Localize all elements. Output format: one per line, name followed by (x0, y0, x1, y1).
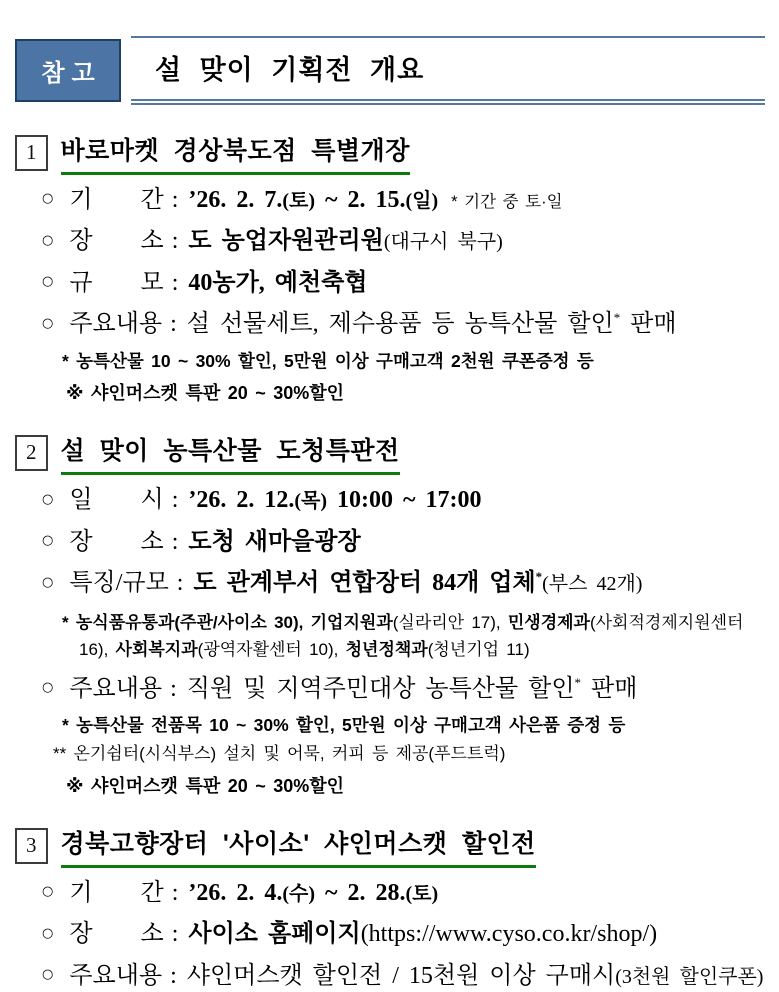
row-label: 주요내용 (69, 962, 163, 989)
label-colon: : (171, 921, 179, 948)
circle-bullet-icon: ○ (42, 967, 54, 983)
section-1 (15, 131, 765, 405)
row-value (193, 567, 642, 599)
superscript-asterisk: * (574, 674, 582, 690)
label-colon: : (176, 570, 184, 597)
text-segment: (대구시 북구) (383, 231, 503, 254)
text-segment: * 농특산물 10 ~ 30% 할인, 5만원 이상 구매고객 2천원 쿠폰증정 등 (62, 350, 594, 371)
text-segment: 판매 (581, 675, 638, 702)
footnote (15, 350, 765, 374)
text-segment: 기업지원과 (310, 612, 393, 632)
text-segment: ’26. 2. 12. (188, 487, 295, 514)
superscript-asterisk: * (613, 310, 621, 326)
text-segment: (토) (405, 882, 439, 905)
detail-row (42, 267, 765, 299)
label-colon: : (170, 675, 177, 702)
text-segment: 40농가, 예천축협 (188, 269, 368, 296)
row-value (187, 673, 638, 705)
row-label: 기 간 (69, 879, 164, 906)
text-segment: (청년기업 11) (427, 640, 530, 660)
section-heading (15, 131, 765, 175)
circle-bullet-icon: ○ (42, 315, 54, 331)
label-colon: : (171, 269, 179, 296)
text-segment: 민생경제과 (507, 612, 590, 632)
row-label: 기 간 (69, 187, 164, 213)
text-segment: * 농특산물 전품목 10 ~ 30% 할인, 5만원 이상 구매고객 사은품 증정 등 (62, 715, 626, 736)
text-segment: 사이소 홈페이지 (188, 921, 361, 948)
label-colon: : (171, 879, 179, 906)
row-label: 장 소 (69, 228, 164, 255)
detail-row (42, 484, 765, 516)
text-segment: (목) (294, 490, 328, 513)
inline-note: * 기간 중 토·일 (451, 193, 563, 211)
detail-row (42, 308, 765, 340)
text-segment: ’26. 2. 7. (188, 187, 283, 213)
circle-bullet-icon: ○ (42, 925, 54, 941)
section-3 (15, 824, 765, 992)
circle-bullet-icon: ○ (42, 884, 54, 900)
label-colon: : (171, 528, 179, 555)
row-value (187, 308, 677, 340)
section-number-box: 1 (15, 135, 48, 171)
text-segment: ~ 2. 28. (315, 879, 406, 906)
row-label: 장 소 (69, 921, 164, 948)
detail-row (42, 567, 765, 599)
reference-tag-label: 참고 (41, 60, 102, 87)
document-header (15, 36, 765, 105)
section-heading (15, 431, 765, 475)
text-segment: 샤인머스캣 할인전 / 15천원 이상 구매시 (186, 962, 616, 989)
section-title: 바로마켓 경상북도점 특별개장 (61, 131, 410, 175)
section-title: 경북고향장터 '사이소' 샤인머스캣 할인전 (61, 824, 536, 868)
row-label: 장 소 (69, 528, 164, 555)
text-segment: 판매 (620, 311, 677, 338)
text-segment: ** 온기쉼터(시식부스) 설치 및 어묵, 커피 등 제공(푸드트럭) (53, 743, 506, 763)
text-segment: 청년정책과 (345, 640, 428, 660)
page-title: 설 맞이 기획전 개요 (155, 55, 425, 85)
circle-bullet-icon: ○ (42, 274, 54, 290)
section-number-box: 2 (15, 435, 48, 471)
text-segment: * (62, 612, 76, 632)
text-segment: 사회복지과 (115, 640, 198, 660)
text-segment: (수) (282, 882, 316, 905)
text-segment: (토) (282, 190, 316, 212)
detail-row (42, 526, 765, 558)
text-segment: 설 선물세트, 제수용품 등 농특산물 할인 (186, 311, 614, 338)
row-value (188, 184, 562, 216)
text-segment: (3천원 할인쿠폰) (615, 965, 764, 988)
row-value (188, 526, 360, 558)
text-segment: (사회적경제지원센터 16), (79, 612, 744, 660)
text-segment: ’26. 2. 4. (188, 879, 283, 906)
section-heading (15, 824, 765, 868)
superscript-asterisk: * (535, 569, 543, 585)
circle-bullet-icon: ○ (42, 533, 54, 549)
row-value (188, 918, 657, 950)
text-segment: 농식품유통과(주관/사이소 30), (75, 612, 311, 632)
label-colon: : (171, 487, 179, 514)
sections (15, 131, 765, 992)
detail-row (42, 877, 765, 909)
text-segment: (https://www.cyso.co.kr/shop/) (360, 921, 658, 948)
circle-bullet-icon: ○ (42, 680, 54, 696)
text-segment: ※ 샤인머스캣 특판 20 ~ 30%할인 (66, 775, 345, 796)
row-value (188, 484, 481, 516)
footnote (15, 609, 765, 664)
reference-tag-badge (15, 39, 121, 102)
label-colon: : (170, 962, 177, 989)
footnote (15, 774, 765, 798)
row-value (188, 267, 367, 299)
circle-bullet-icon: ○ (42, 191, 54, 207)
circle-bullet-icon: ○ (42, 491, 54, 507)
detail-row (42, 918, 765, 950)
section-number-box: 3 (15, 828, 48, 864)
title-bar (131, 36, 765, 105)
row-label: 주요내용 (69, 675, 163, 702)
detail-row (42, 673, 765, 705)
text-segment: ~ 2. 15. (315, 187, 406, 213)
row-label: 특징/규모 (69, 570, 169, 597)
row-label: 규 모 (69, 269, 164, 296)
text-segment: ※ 샤인머스켓 특판 20 ~ 30%할인 (66, 383, 345, 404)
detail-row (42, 960, 765, 992)
label-colon: : (170, 311, 177, 338)
section-2 (15, 431, 765, 797)
row-value (188, 225, 502, 257)
text-segment: (실라리안 17), (392, 612, 508, 632)
detail-row (42, 184, 765, 216)
section-title: 설 맞이 농특산물 도청특판전 (61, 431, 400, 475)
text-segment: 직원 및 지역주민대상 농특산물 할인 (186, 675, 575, 702)
text-segment: 도 농업자원관리원 (188, 228, 384, 255)
label-colon: : (171, 187, 179, 213)
row-label: 주요내용 (69, 311, 163, 338)
text-segment: 도청 새마을광장 (188, 528, 361, 555)
footnote (15, 381, 765, 405)
text-segment: (광역자활센터 10), (197, 640, 346, 660)
circle-bullet-icon: ○ (42, 574, 54, 590)
circle-bullet-icon: ○ (42, 232, 54, 248)
text-segment: 10:00 ~ 17:00 (327, 487, 482, 514)
text-segment: 도 관계부서 연합장터 84개 업체 (193, 570, 536, 597)
text-segment: (부스 42개) (542, 573, 643, 596)
label-colon: : (171, 228, 179, 255)
row-value (187, 960, 764, 992)
text-segment: (일) (405, 190, 439, 212)
detail-row (42, 225, 765, 257)
row-label: 일 시 (69, 487, 164, 514)
footnote (15, 714, 765, 738)
footnote (15, 743, 765, 766)
row-value (188, 877, 438, 909)
